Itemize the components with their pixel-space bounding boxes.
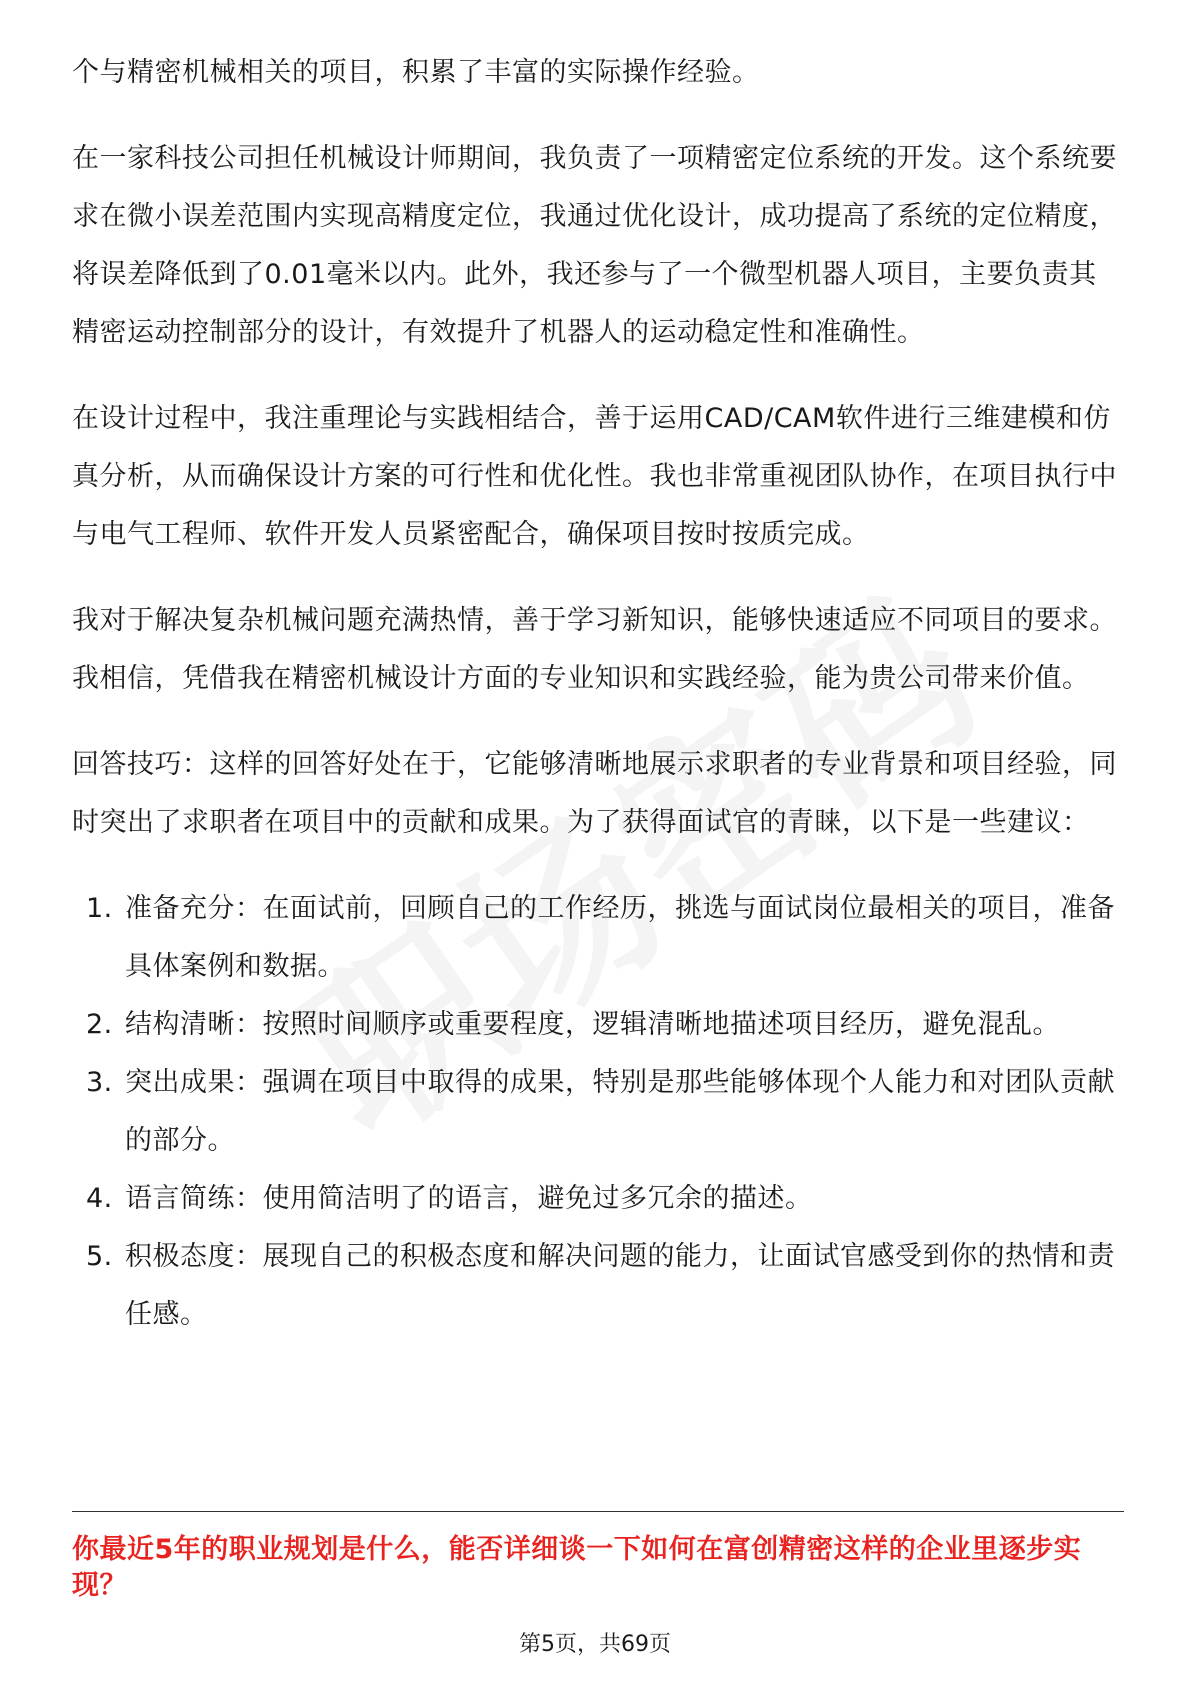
page-number: 第5页，共69页 [519, 1632, 671, 1657]
tips-list [72, 880, 1122, 1344]
list-item-text: 积极态度：展现自己的积极态度和解决问题的能力，让面试官感受到你的热情和责任感。 [125, 1241, 1115, 1330]
list-item-number: 4. [86, 1183, 113, 1214]
answer-paragraph: 在设计过程中，我注重理论与实践相结合，善于运用CAD/CAM软件进行三维建模和仿真分析，从而确保设计方案的可行性和优化性。我也非常重视团队协作，在项目执行中与电气工程师、软件开发人员紧密配合，确保项目按时按质完成。 [72, 403, 1117, 550]
answer-paragraph: 我对于解决复杂机械问题充满热情，善于学习新知识，能够快速适应不同项目的要求。我相信，凭借我在精密机械设计方面的专业知识和实践经验，能为贵公司带来价值。 [72, 605, 1117, 694]
list-item [72, 1170, 1122, 1228]
section-divider [72, 1511, 1124, 1512]
list-item-number: 1. [86, 893, 113, 924]
answer-tips-intro: 回答技巧：这样的回答好处在于，它能够清晰地展示求职者的专业背景和项目经验，同时突出了求职者在项目中的贡献和成果。为了获得面试官的青睐，以下是一些建议： [72, 749, 1117, 838]
list-item-number: 3. [86, 1067, 113, 1098]
list-item-text: 突出成果：强调在项目中取得的成果，特别是那些能够体现个人能力和对团队贡献的部分。 [125, 1067, 1115, 1156]
list-item-text: 结构清晰：按照时间顺序或重要程度，逻辑清晰地描述项目经历，避免混乱。 [125, 1009, 1060, 1040]
list-item-number: 5. [86, 1241, 113, 1272]
list-item-text: 语言简练：使用简洁明了的语言，避免过多冗余的描述。 [125, 1183, 813, 1214]
list-item [72, 880, 1122, 996]
list-item [72, 996, 1122, 1054]
list-item-text: 准备充分：在面试前，回顾自己的工作经历，挑选与面试岗位最相关的项目，准备具体案例和数据。 [125, 893, 1115, 982]
next-question-heading: 你最近5年的职业规划是什么，能否详细谈一下如何在富创精密这样的企业里逐步实现？ [72, 1534, 1082, 1601]
answer-body [72, 44, 1122, 1344]
list-item-number: 2. [86, 1009, 113, 1040]
answer-paragraph: 在一家科技公司担任机械设计师期间，我负责了一项精密定位系统的开发。这个系统要求在微小误差范围内实现高精度定位，我通过优化设计，成功提高了系统的定位精度，将误差降低到了0.01毫米以内。此外，我还参与了一个微型机器人项目，主要负责其精密运动控制部分的设计，有效提升了机器人的运动稳定性和准确性。 [72, 143, 1117, 348]
answer-paragraph: 个与精密机械相关的项目，积累了丰富的实际操作经验。 [72, 57, 760, 88]
list-item [72, 1054, 1122, 1170]
list-item [72, 1228, 1122, 1344]
